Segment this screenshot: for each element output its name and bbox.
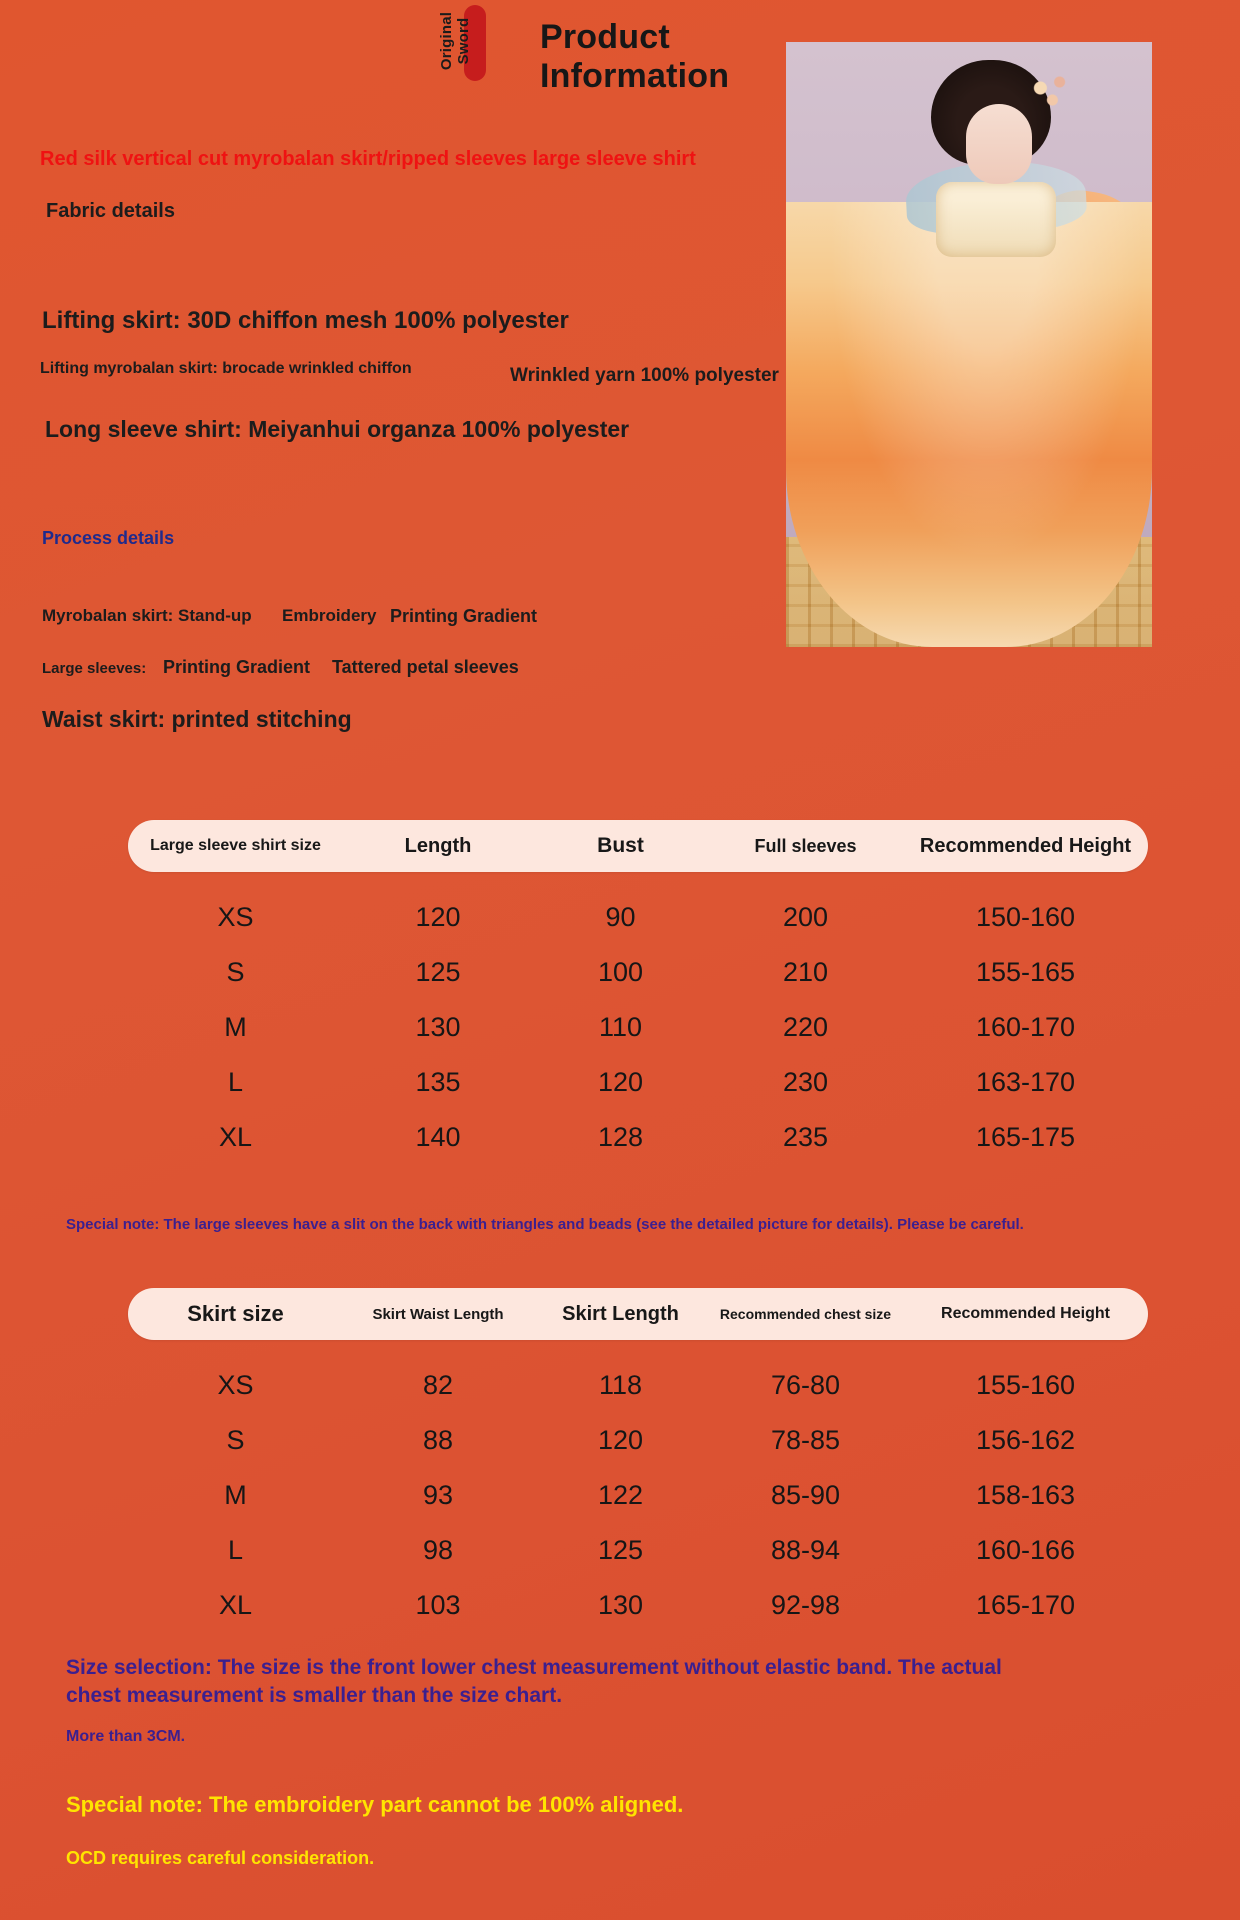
- cell-size: M: [224, 1012, 247, 1042]
- page-title: [540, 18, 729, 96]
- shirt-table-header-row: [128, 820, 1148, 872]
- cell-full-sleeves: 200: [782, 902, 829, 932]
- cell-height: 156-162: [975, 1425, 1076, 1455]
- ocd-note: OCD requires careful consideration.: [66, 1848, 375, 1868]
- page-title-line-1: Product: [540, 18, 670, 56]
- process-line-6: Tattered petal sleeves: [332, 657, 519, 677]
- product-photo: [786, 42, 1152, 647]
- photo-bodice: [936, 182, 1056, 257]
- cell-height: 158-163: [975, 1480, 1076, 1510]
- table-row: [128, 1000, 1148, 1055]
- product-headline: Red silk vertical cut myrobalan skirt/ripped sleeves large sleeve shirt: [40, 148, 696, 170]
- cell-height: 163-170: [975, 1067, 1076, 1097]
- cell-height: 155-165: [975, 957, 1076, 987]
- cell-size: XL: [218, 1590, 253, 1620]
- cell-size: S: [226, 1425, 245, 1455]
- table-row: [128, 890, 1148, 945]
- table-row: [128, 1523, 1148, 1578]
- cell-full-sleeves: 235: [782, 1122, 829, 1152]
- cell-bust: 110: [598, 1012, 643, 1042]
- process-details-heading: Process details: [42, 528, 175, 548]
- cell-bust: 120: [597, 1067, 644, 1097]
- table-row: [128, 1110, 1148, 1165]
- process-line-4: Large sleeves:: [42, 660, 147, 677]
- process-line-5: Printing Gradient: [163, 657, 311, 677]
- table-row: [128, 1413, 1148, 1468]
- brand-logo: [438, 5, 495, 90]
- shirt-header-recommended-height: Recommended Height: [919, 834, 1132, 857]
- cell-chest-size: 85-90: [770, 1480, 841, 1510]
- cell-skirt-length: 120: [597, 1425, 644, 1455]
- cell-size: XL: [218, 1122, 253, 1152]
- cell-bust: 128: [597, 1122, 644, 1152]
- skirt-header-size: Skirt size: [187, 1301, 284, 1326]
- cell-length: 125: [415, 957, 461, 987]
- skirt-table-header-row: [128, 1288, 1148, 1340]
- size-selection-note-line-1: Size selection: The size is the front lower chest measurement without elastic band. The actual: [66, 1656, 1002, 1679]
- cell-size: L: [227, 1067, 244, 1097]
- cell-size: XS: [217, 1370, 254, 1400]
- cell-skirt-length: 125: [597, 1535, 644, 1565]
- more-than-note: More than 3CM.: [66, 1728, 186, 1745]
- skirt-header-skirt-length: Skirt Length: [562, 1302, 679, 1325]
- photo-hair-ornament: [1026, 72, 1074, 112]
- cell-length: 135: [415, 1067, 461, 1097]
- table-row: [128, 1578, 1148, 1633]
- cell-chest-size: 78-85: [770, 1425, 841, 1455]
- table-row: [128, 1358, 1148, 1413]
- cell-length: 130: [415, 1012, 461, 1042]
- shirt-header-bust: Bust: [597, 834, 644, 857]
- cell-waist-length: 82: [422, 1370, 454, 1400]
- fabric-line-3: Wrinkled yarn 100% polyester: [510, 365, 779, 386]
- cell-full-sleeves: 210: [782, 957, 829, 987]
- shirt-header-size: Large sleeve shirt size: [150, 837, 321, 854]
- cell-length: 140: [415, 1122, 461, 1152]
- table-row: [128, 1055, 1148, 1110]
- logo-line-2: Sword: [455, 17, 472, 65]
- cell-chest-size: 88-94: [770, 1535, 841, 1565]
- page-title-line-2: Information: [540, 57, 730, 95]
- cell-chest-size: 92-98: [770, 1590, 841, 1620]
- cell-waist-length: 103: [415, 1590, 461, 1620]
- size-selection-note-line-2: chest measurement is smaller than the size chart.: [66, 1684, 563, 1707]
- table-row: [128, 1468, 1148, 1523]
- cell-bust: 90: [605, 902, 636, 932]
- special-note-sleeves: Special note: The large sleeves have a slit on the back with triangles and beads (see the detailed picture for details). Please be careful.: [66, 1216, 1024, 1233]
- cell-bust: 100: [597, 957, 644, 987]
- cell-height: 150-160: [975, 902, 1076, 932]
- embroidery-special-note: Special note: The embroidery part cannot be 100% aligned.: [66, 1792, 684, 1817]
- cell-size: L: [227, 1535, 244, 1565]
- fabric-line-1: Lifting skirt: 30D chiffon mesh 100% polyester: [42, 307, 569, 334]
- cell-waist-length: 88: [422, 1425, 454, 1455]
- logo-line-1: Original: [438, 11, 455, 71]
- process-line-3: Printing Gradient: [390, 606, 538, 626]
- fabric-line-2: Lifting myrobalan skirt: brocade wrinkled chiffon: [40, 360, 412, 377]
- process-line-2: Embroidery: [282, 606, 377, 625]
- shirt-header-length: Length: [404, 834, 472, 857]
- cell-waist-length: 93: [422, 1480, 454, 1510]
- cell-waist-length: 98: [422, 1535, 454, 1565]
- skirt-header-chest-size: Recommended chest size: [719, 1306, 892, 1322]
- logo-text: [438, 6, 514, 76]
- cell-height: 165-175: [975, 1122, 1076, 1152]
- cell-full-sleeves: 220: [782, 1012, 829, 1042]
- cell-height: 160-166: [975, 1535, 1076, 1565]
- cell-size: S: [226, 957, 245, 987]
- photo-dress: [786, 202, 1152, 647]
- process-line-7: Waist skirt: printed stitching: [42, 706, 352, 732]
- cell-height: 165-170: [975, 1590, 1076, 1620]
- fabric-details-heading: Fabric details: [46, 200, 175, 222]
- cell-height: 160-170: [975, 1012, 1076, 1042]
- cell-height: 155-160: [975, 1370, 1076, 1400]
- table-row: [128, 945, 1148, 1000]
- cell-skirt-length: 118: [598, 1370, 643, 1400]
- cell-size: XS: [217, 902, 254, 932]
- skirt-header-waist-length: Skirt Waist Length: [372, 1305, 504, 1323]
- cell-skirt-length: 130: [597, 1590, 644, 1620]
- cell-length: 120: [415, 902, 461, 932]
- cell-chest-size: 76-80: [770, 1370, 841, 1400]
- process-line-1: Myrobalan skirt: Stand-up: [42, 606, 252, 625]
- cell-size: M: [224, 1480, 247, 1510]
- shirt-size-table: [128, 820, 1148, 1165]
- photo-model-face: [966, 104, 1032, 184]
- skirt-size-table: [128, 1288, 1148, 1633]
- skirt-header-recommended-height: Recommended Height: [941, 1305, 1110, 1322]
- cell-full-sleeves: 230: [782, 1067, 829, 1097]
- shirt-header-full-sleeves: Full sleeves: [754, 835, 857, 856]
- cell-skirt-length: 122: [597, 1480, 644, 1510]
- fabric-line-4: Long sleeve shirt: Meiyanhui organza 100% polyester: [45, 416, 630, 442]
